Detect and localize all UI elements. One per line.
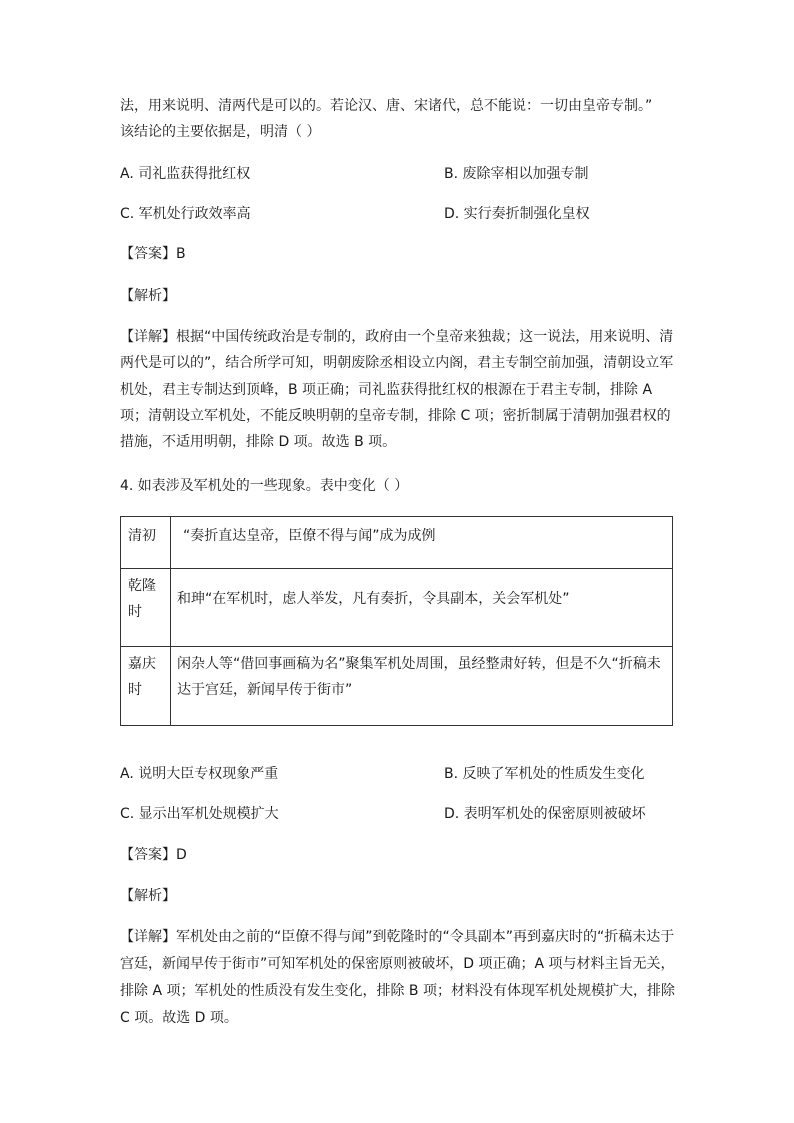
table-cell-content: 和珅“在军机时，虑人举发，凡有奏折，令具副本，关会军机处” — [171, 569, 673, 647]
q3-stem-line-1: 法，用来说明、清两代是可以的。若论汉、唐、宋诸代，总不能说：一切由皇帝专制。” — [120, 98, 653, 114]
q3-analysis-label: 【解析】 — [120, 288, 176, 304]
q4-option-b: B. 反映了军机处的性质发生变化 — [444, 766, 645, 782]
q3-option-b: B. 废除宰相以加强专制 — [444, 166, 589, 182]
q3-answer: 【答案】B — [120, 246, 186, 262]
table-row — [121, 647, 673, 726]
q4-detail-line-4: C 项。故选 D 项。 — [120, 1010, 238, 1026]
table-cell-period: 嘉庆时 — [121, 647, 171, 726]
q3-detail-line-3: 机处，君主专制达到顶峰，B 项正确；司礼监获得批红权的根源在于君主专制，排除 A — [120, 382, 653, 398]
q3-option-c: C. 军机处行政效率高 — [120, 206, 251, 222]
q4-detail-line-1: 【详解】军机处由之前的“臣僚不得与闻”到乾隆时的“令具副本”再到嘉庆时的“折稿未达于 — [120, 929, 675, 945]
q4-option-c: C. 显示出军机处规模扩大 — [120, 806, 279, 822]
table-cell-period: 乾隆时 — [121, 569, 171, 647]
q4-table — [120, 516, 673, 726]
q4-analysis-label: 【解析】 — [120, 888, 176, 904]
q3-detail-line-5: 措施，不适用明朝，排除 D 项。故选 B 项。 — [120, 434, 397, 450]
q3-option-d: D. 实行奏折制强化皇权 — [444, 206, 590, 222]
q4-detail-line-3: 排除 A 项；军机处的性质没有发生变化，排除 B 项；材料没有体现军机处规模扩大，排除 — [120, 983, 675, 999]
q4-option-d: D. 表明军机处的保密原则被破坏 — [444, 806, 646, 822]
q4-answer: 【答案】D — [120, 847, 187, 863]
q4-stem: 4. 如表涉及军机处的一些现象。表中变化（ ） — [120, 478, 409, 494]
q3-detail-line-4: 项；清朝设立军机处，不能反映明朝的皇帝专制，排除 C 项；密折制属于清朝加强君权的 — [120, 408, 671, 424]
q3-detail-line-1: 【详解】根据“中国传统政治是专制的，政府由一个皇帝来独裁；这一说法，用来说明、清 — [120, 329, 674, 345]
table-cell-content: 闲杂人等“借回事画稿为名”聚集军机处周围，虽经整肃好转，但是不久“折稿未达于宫廷，新闻早传于街市” — [171, 647, 673, 726]
table-cell-content: “奏折直达皇帝，臣僚不得与闻”成为成例 — [171, 517, 673, 569]
q4-detail-line-2: 宫廷，新闻早传于街市”可知军机处的保密原则被破坏，D 项正确；A 项与材料主旨无关， — [120, 956, 675, 972]
q3-option-a: A. 司礼监获得批红权 — [120, 166, 251, 182]
table-cell-period: 清初 — [121, 517, 171, 569]
q3-stem-line-2: 该结论的主要依据是，明清（ ） — [120, 124, 321, 140]
table-row — [121, 517, 673, 569]
table-row — [121, 569, 673, 647]
q4-option-a: A. 说明大臣专权现象严重 — [120, 766, 279, 782]
q3-detail-line-2: 两代是可以的”，结合所学可知，明朝废除丞相设立内阁，君主专制空前加强，清朝设立军 — [120, 355, 674, 371]
